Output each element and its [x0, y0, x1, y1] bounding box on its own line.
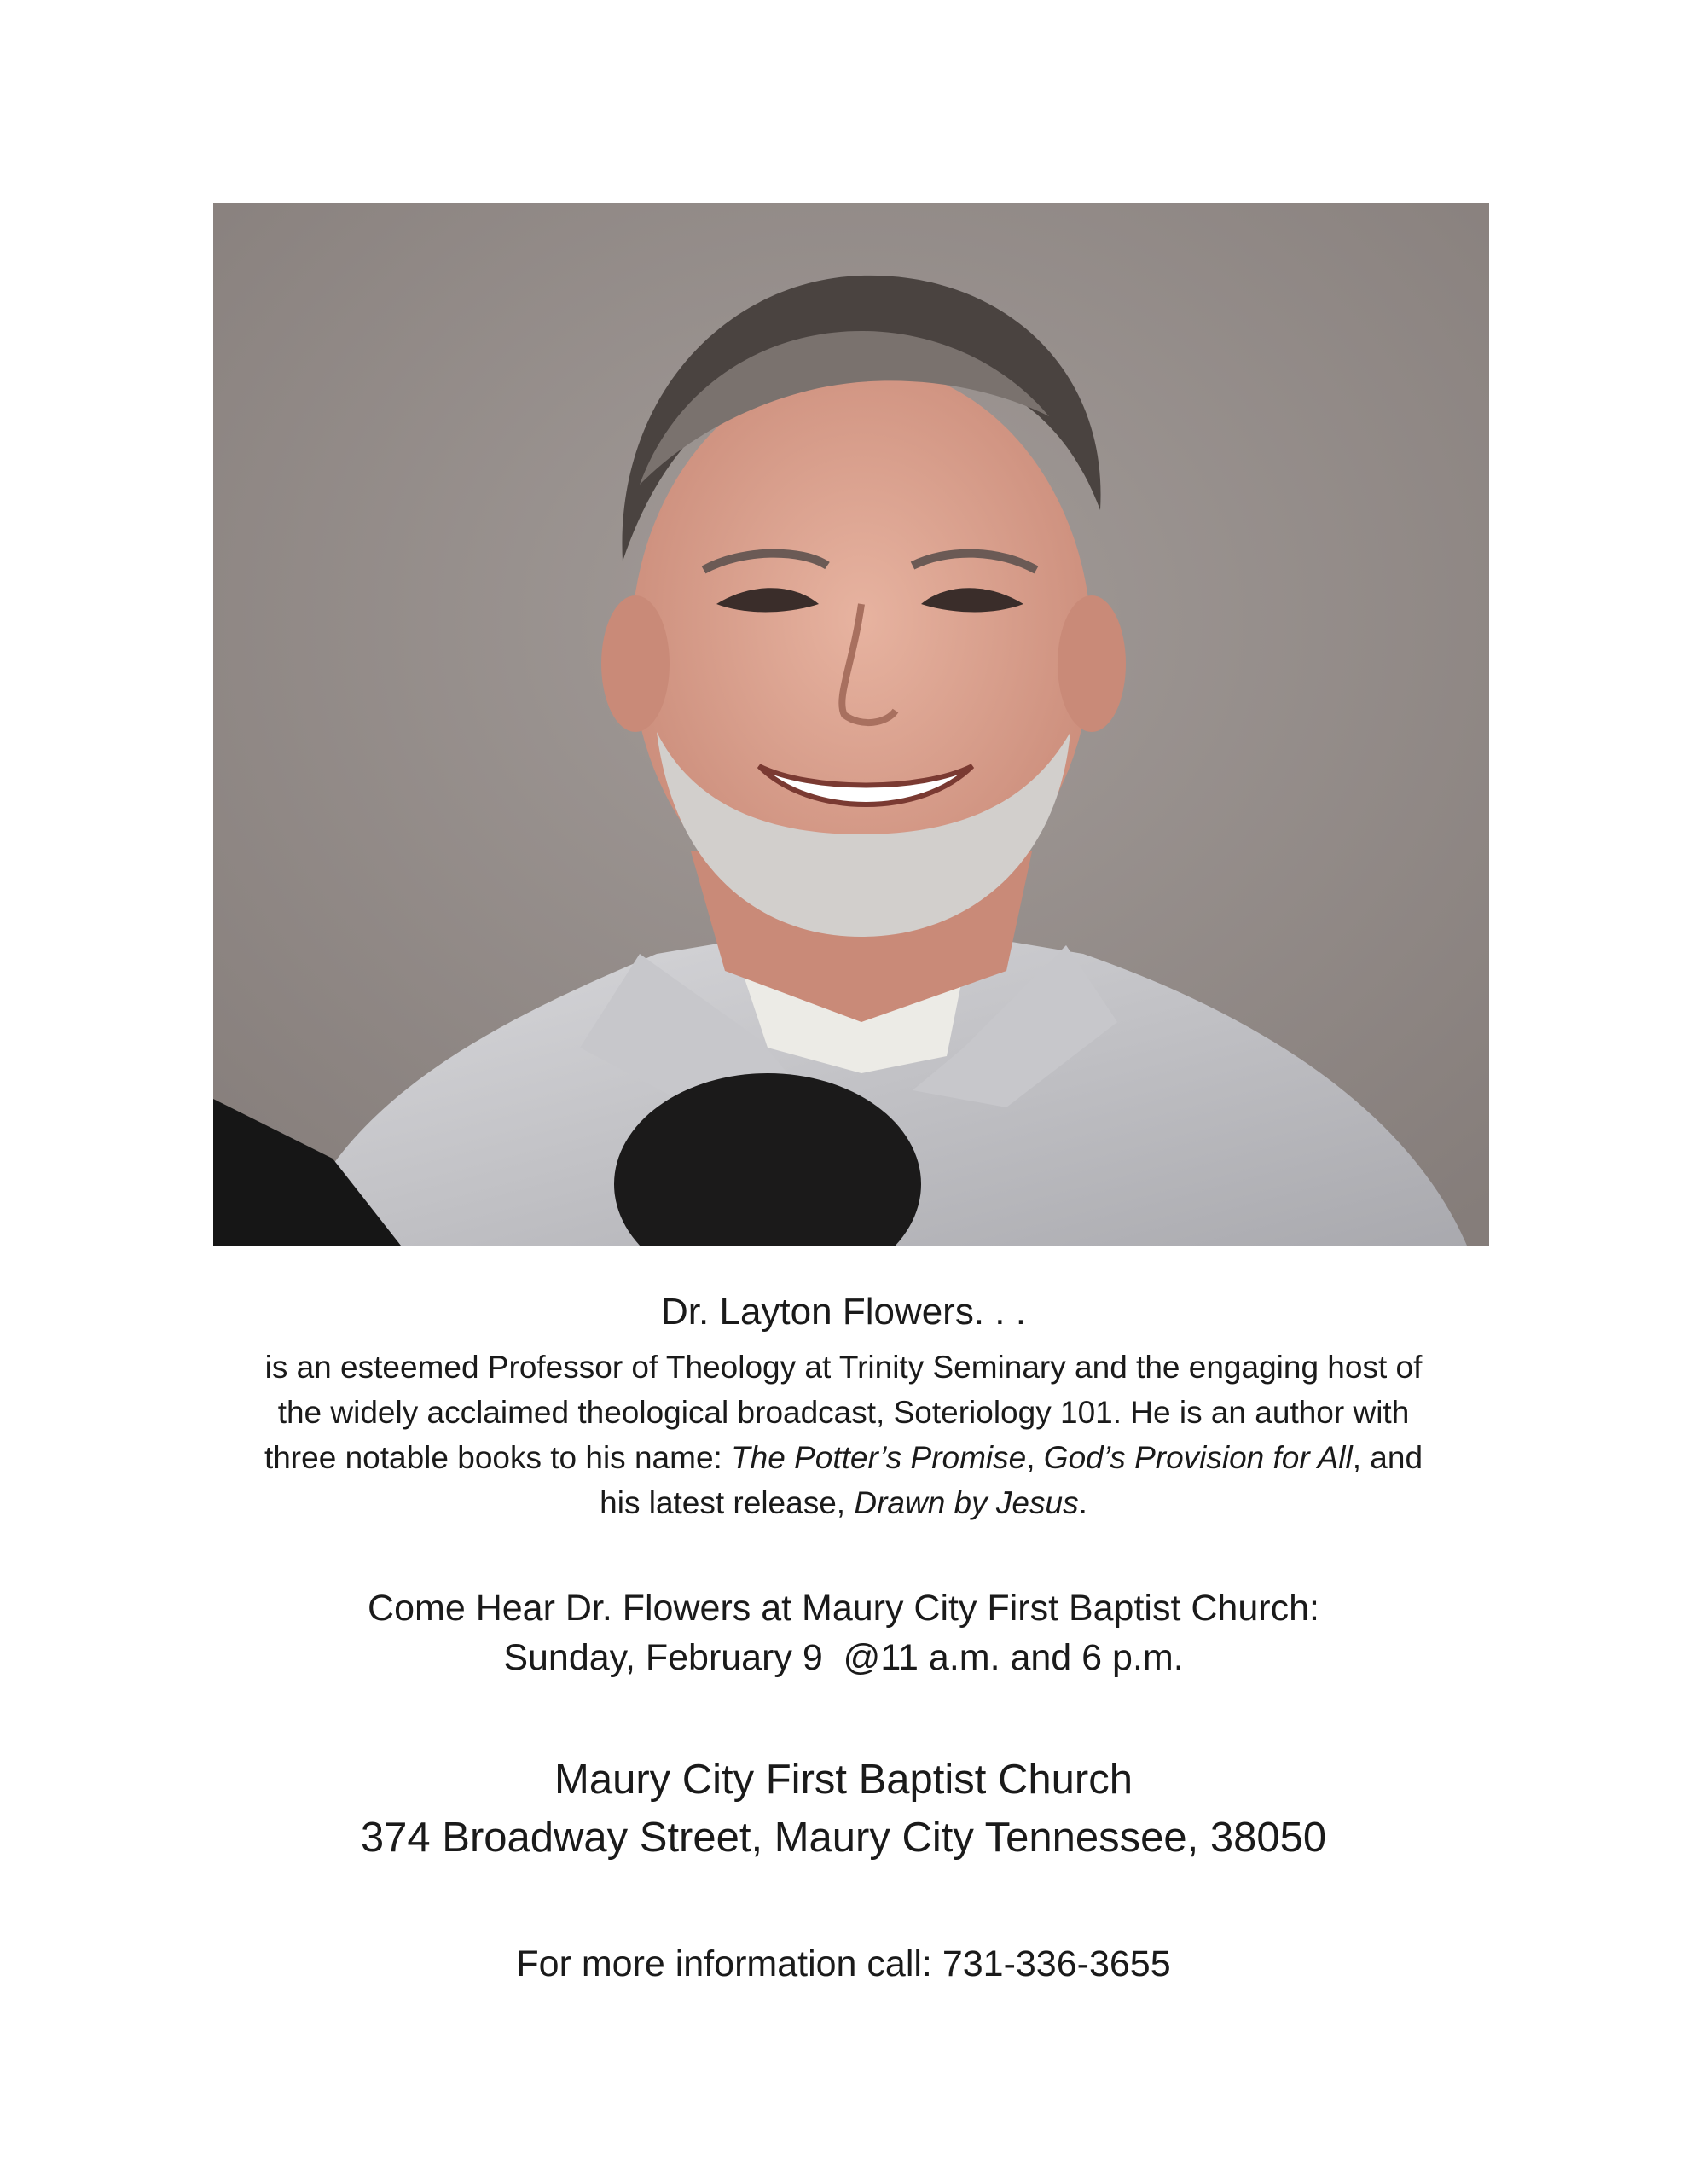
- bio-line-1: is an esteemed Professor of Theology at Trinity Seminary and the engaging host of: [264, 1350, 1423, 1385]
- bio-line-4-prefix: his latest release,: [600, 1485, 855, 1520]
- bio-separator-1: ,: [1026, 1440, 1044, 1475]
- church-name: Maury City First Baptist Church: [554, 1757, 1133, 1803]
- bio-separator-2: , and: [1352, 1440, 1423, 1475]
- church-info: [171, 1751, 1516, 1867]
- speaker-bio: [171, 1345, 1516, 1525]
- event-details: [171, 1583, 1516, 1682]
- bio-line-3-prefix: three notable books to his name:: [264, 1440, 732, 1475]
- event-invitation: Come Hear Dr. Flowers at Maury City First Baptist Church:: [368, 1588, 1319, 1629]
- bio-line-4: [171, 1480, 1516, 1525]
- portrait-image: [213, 203, 1489, 1246]
- speaker-portrait-photo: [213, 203, 1489, 1246]
- bio-line-2: the widely acclaimed theological broadcast, Soteriology 101. He is an author with: [277, 1395, 1410, 1430]
- bio-line-3: [171, 1435, 1516, 1480]
- contact-info: For more information call: 731-336-3655: [516, 1943, 1171, 1984]
- book-title-1: The Potter’s Promise: [731, 1440, 1027, 1475]
- bio-line-4-suffix: .: [1078, 1485, 1087, 1520]
- event-date-time: Sunday, February 9 @11 a.m. and 6 p.m.: [503, 1637, 1184, 1678]
- church-address: 374 Broadway Street, Maury City Tennessee, 38050: [360, 1815, 1327, 1861]
- book-title-3: Drawn by Jesus: [854, 1485, 1079, 1520]
- book-title-2: God’s Provision for All: [1043, 1440, 1353, 1475]
- speaker-name-heading: Dr. Layton Flowers. . .: [661, 1291, 1026, 1333]
